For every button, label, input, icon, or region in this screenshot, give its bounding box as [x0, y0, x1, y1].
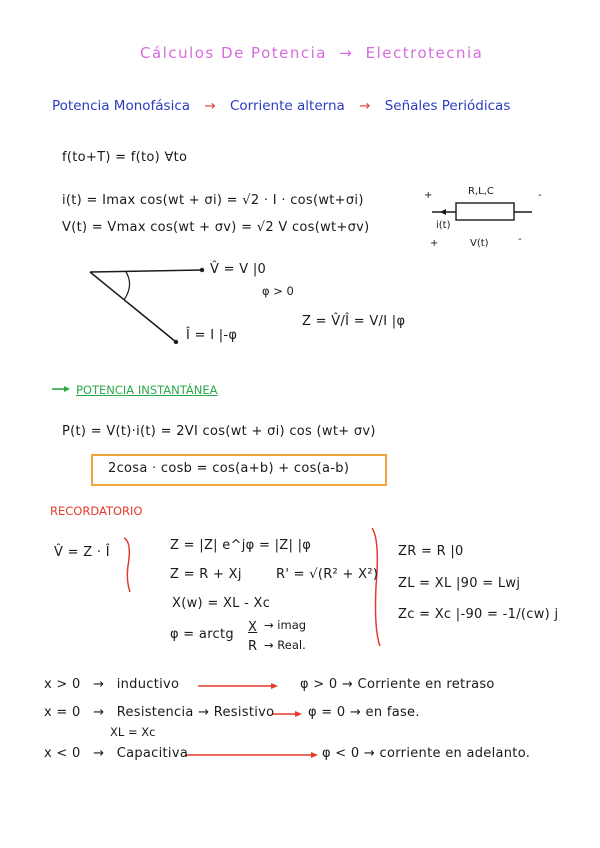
breadcrumb-arrow-1: → [204, 98, 216, 114]
rule-1-result: φ > 0 → Corriente en retraso [300, 677, 495, 692]
phasor-i-label: Î = I |-φ [186, 328, 238, 343]
breadcrumb-arrow-2: → [359, 98, 371, 114]
power-equation: P(t) = V(t)·i(t) = 2VI cos(wt + σi) cos (wt+ σv) [62, 424, 376, 439]
rule-3-red-arrow-icon [311, 752, 318, 758]
rule-2-cond: x = 0 [44, 705, 81, 720]
phasor-v-tip-icon [200, 268, 204, 272]
title-left: Cálculos De Potencia [140, 44, 327, 62]
reminder-zr: ZR = R |0 [398, 544, 464, 559]
reminder-z-rect: Z = R + Xj [170, 567, 242, 582]
circuit-component-box [456, 203, 514, 220]
rule-2-red-arrow-icon [295, 711, 302, 717]
phasor-i-line [90, 272, 176, 342]
rule-1-what: inductivo [116, 677, 180, 692]
rule-2-what: Resistencia → Resistivo [116, 705, 275, 720]
breadcrumb-item-2: Corriente alterna [229, 98, 345, 114]
phasor-phi-label: φ > 0 [262, 284, 294, 298]
phasor-v-label: V̂ = V |0 [210, 262, 267, 277]
title-right: Electrotecnia [365, 44, 484, 62]
reminder-xw: X(w) = XL - Xc [172, 596, 271, 611]
reminder-vzi: V̂ = Z · Î [54, 545, 110, 560]
phasor-v-line [90, 270, 202, 272]
section-reminder-title: RECORDATORIO [50, 504, 143, 518]
breadcrumb-item-1: Potencia Monofásica [52, 98, 191, 114]
rule-3-arrow: → [93, 746, 105, 761]
circuit-plus-bottom: + [430, 238, 439, 249]
current-arrow-icon [440, 209, 446, 215]
rule-1-arrow: → [93, 677, 105, 692]
reminder-zl: ZL = XL |90 = Lwj [398, 576, 521, 591]
reminder-phi-denominator: R [248, 639, 258, 654]
circuit-minus-bottom: - [518, 234, 522, 245]
voltage-equation: V(t) = Vmax cos(wt + σv) = √2 V cos(wt+σv) [62, 220, 370, 235]
current-equation: i(t) = Imax cos(wt + σi) = √2 · I · cos(wt+σi) [62, 193, 364, 208]
rule-3-cond: x < 0 [44, 746, 81, 761]
title-arrow: → [339, 44, 354, 62]
reminder-z-polar: Z = |Z| e^jφ = |Z| |φ [170, 538, 312, 553]
rule-3-result: φ < 0 → corriente en adelanto. [322, 746, 531, 761]
phase-angle-arc [124, 272, 130, 300]
reminder-rprime: R' = √(R² + X²) [276, 567, 379, 582]
rule-3-what: Capacitiva [116, 746, 189, 761]
reminder-phi: φ = arctg [170, 627, 234, 642]
circuit-minus-top: - [538, 190, 542, 201]
reminder-zc: Zc = Xc |-90 = -1/(cw) j [398, 607, 559, 622]
circuit-plus-top: + [424, 190, 433, 201]
rule-2-result: φ = 0 → en fase. [308, 705, 420, 720]
rule-1-cond: x > 0 [44, 677, 81, 692]
impedance-label: Z = V̂/Î = V/I |φ [302, 314, 406, 329]
reminder-phi-numerator: X [248, 620, 258, 635]
rule-row-3 [44, 746, 188, 761]
reminder-bracket-right [372, 528, 380, 646]
xl-equals-xc: XL = Xc [110, 725, 156, 739]
periodic-equation: f(to+T) = f(to) ∀to [62, 150, 188, 165]
reminder-bracket-left [124, 538, 130, 592]
reminder-imag: → imag [264, 618, 307, 632]
phasor-i-tip-icon [174, 340, 178, 344]
reminder-real: → Real. [264, 638, 306, 652]
circuit-voltage-label: V(t) [470, 238, 489, 249]
section-arrow-icon [64, 386, 70, 392]
rule-row-2 [44, 705, 274, 720]
rule-2-arrow: → [93, 705, 105, 720]
breadcrumb-item-3: Señales Periódicas [384, 98, 511, 114]
rule-row-1 [44, 677, 179, 692]
rule-1-red-arrow-icon [271, 683, 278, 689]
section-instantaneous-title: POTENCIA INSTANTÁNEA [76, 383, 218, 397]
circuit-label: R,L,C [468, 186, 494, 197]
circuit-current-label: i(t) [436, 220, 451, 231]
trig-identity: 2cosa · cosb = cos(a+b) + cos(a-b) [108, 461, 350, 476]
